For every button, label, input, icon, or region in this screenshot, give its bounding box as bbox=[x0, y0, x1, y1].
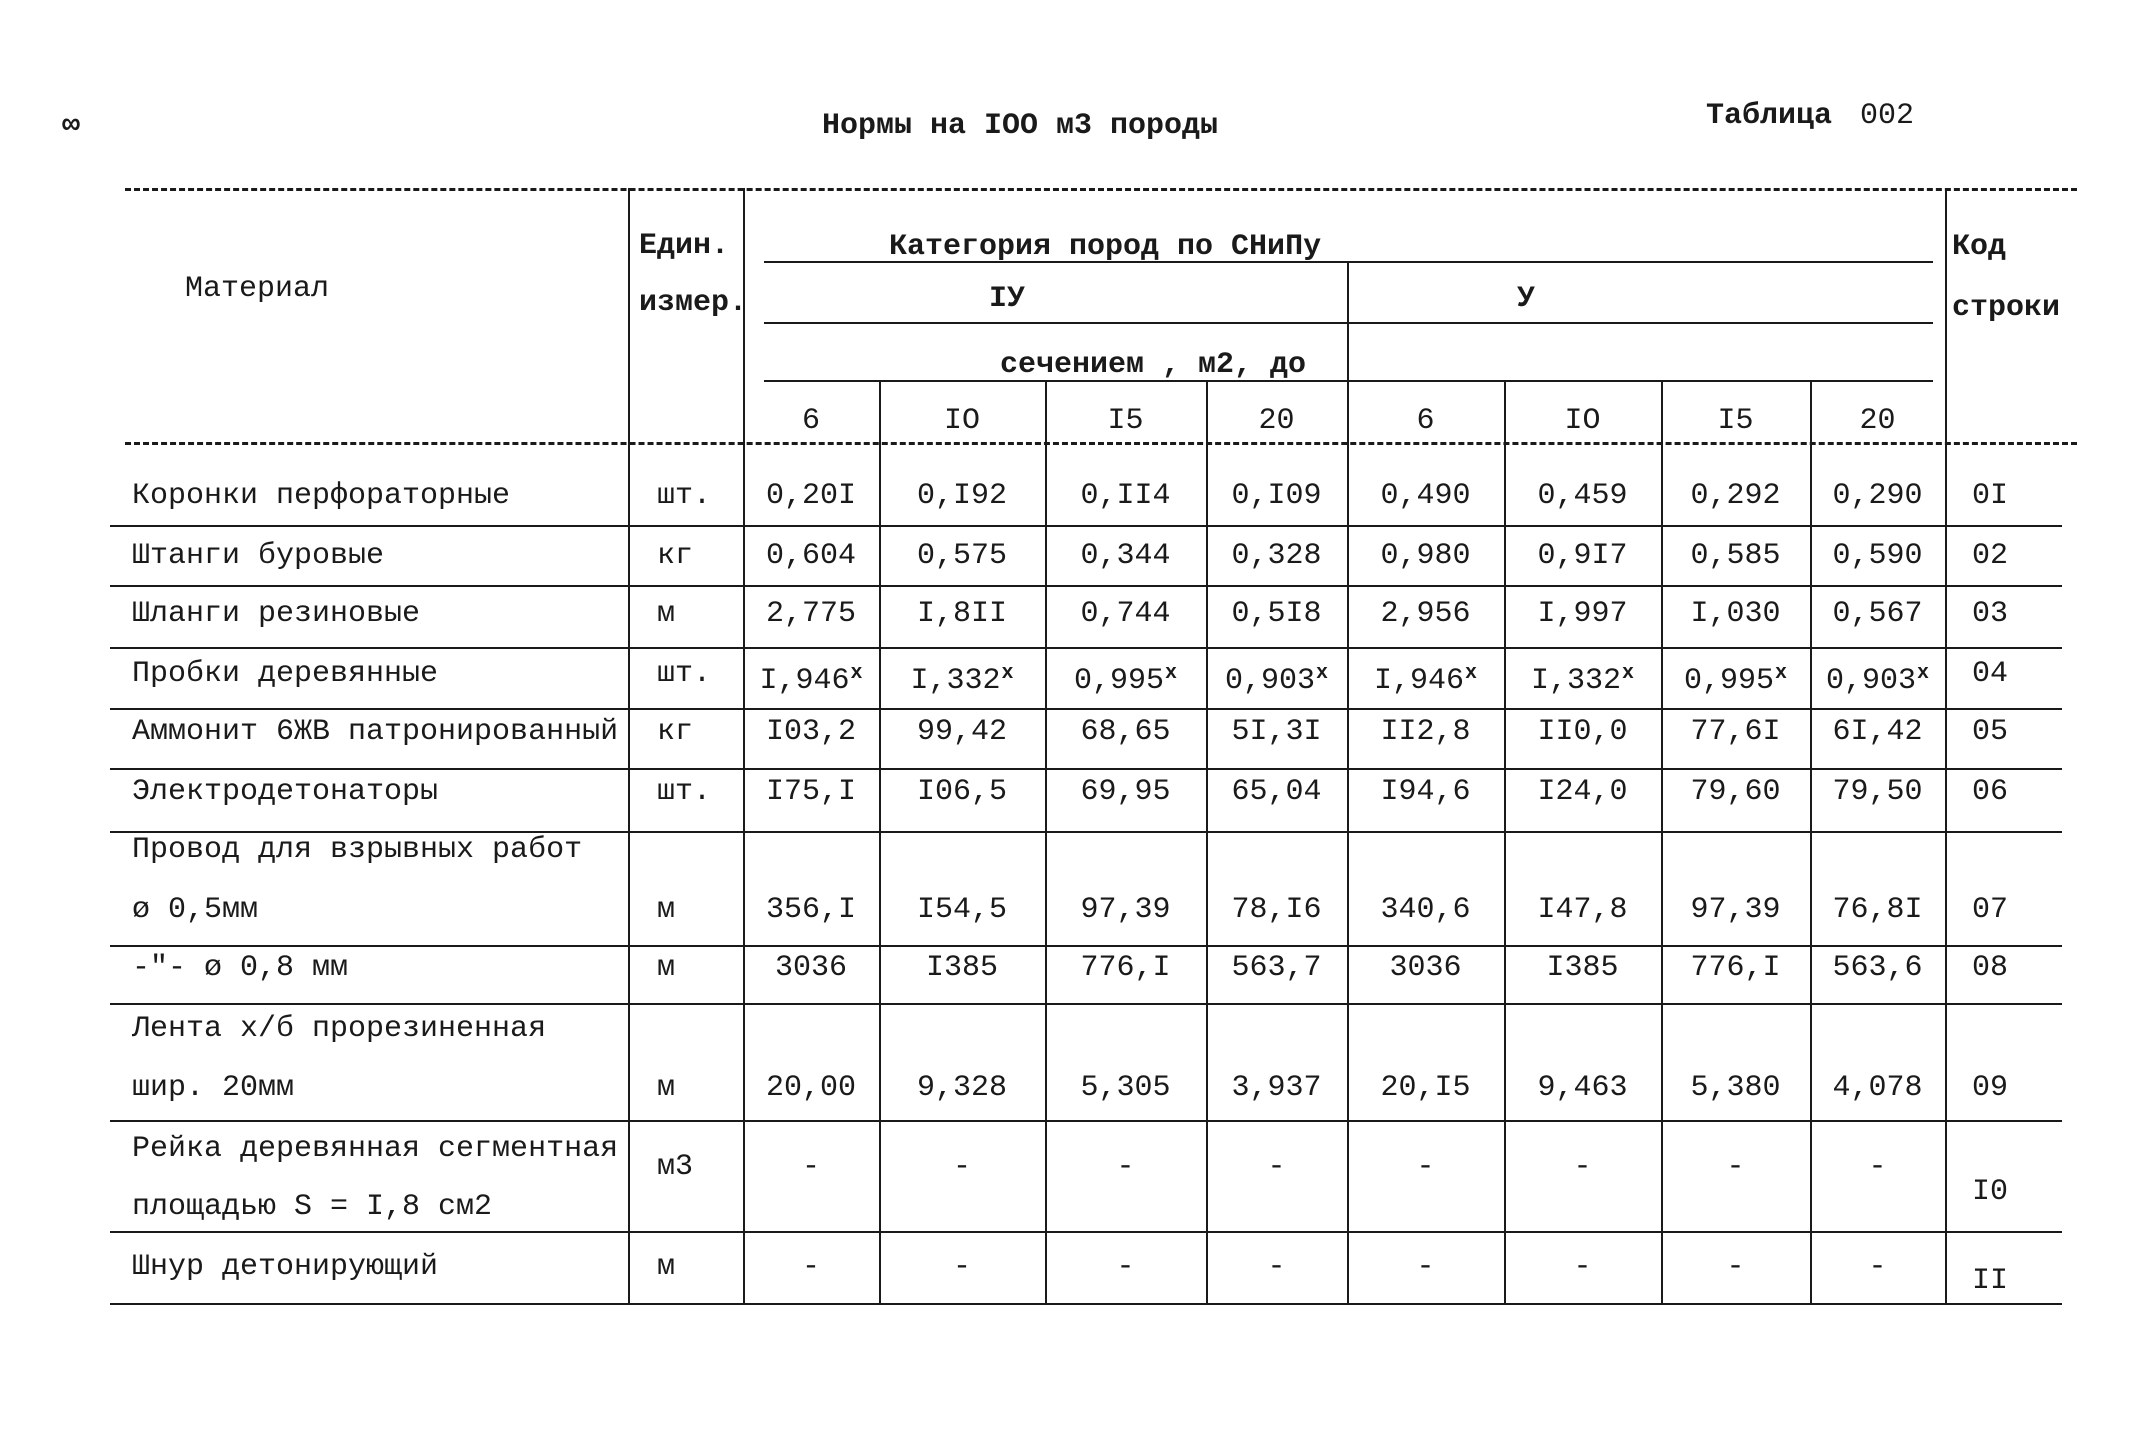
row-value-cell bbox=[1206, 950, 1347, 986]
header-material: Материал bbox=[185, 272, 330, 306]
row-value-cell bbox=[1504, 1149, 1661, 1185]
row-value-cell bbox=[879, 1149, 1045, 1185]
row-value-cell bbox=[1206, 1070, 1347, 1106]
row-value: 78,I6 bbox=[1231, 893, 1322, 927]
footnote-mark: x bbox=[1165, 662, 1178, 685]
row-value-cell bbox=[1810, 478, 1945, 514]
row-value-cell bbox=[1045, 1070, 1206, 1106]
row-material: Штанги буровые bbox=[132, 539, 385, 573]
row-value-cell bbox=[1661, 1249, 1810, 1285]
row-value: 0,585 bbox=[1690, 539, 1781, 573]
row-value-cell bbox=[1810, 714, 1945, 750]
row-value-cell bbox=[743, 1070, 879, 1106]
row-value-cell bbox=[1045, 714, 1206, 750]
row-value: 0,9I7 bbox=[1537, 539, 1628, 573]
row-value-cell bbox=[1810, 1149, 1945, 1185]
row-value-cell bbox=[879, 892, 1045, 928]
row-value: - bbox=[1267, 1150, 1286, 1184]
row-value: I03,2 bbox=[765, 715, 856, 749]
row-value-cell bbox=[1045, 478, 1206, 514]
row-value: - bbox=[801, 1250, 820, 1284]
row-value-cell bbox=[743, 950, 879, 986]
row-value-cell bbox=[1347, 774, 1504, 810]
row-material: Шланги резиновые bbox=[132, 597, 421, 631]
row-material: Лента х/б прорезиненная bbox=[132, 1012, 547, 1046]
header-column-1: IO bbox=[943, 404, 980, 438]
row-value: 0,903 bbox=[1825, 664, 1916, 698]
row-value: - bbox=[1726, 1150, 1745, 1184]
row-value-cell bbox=[1504, 714, 1661, 750]
row-value-cell bbox=[1810, 892, 1945, 928]
row-value: 77,6I bbox=[1690, 715, 1781, 749]
table-number: 002 bbox=[1860, 99, 1915, 133]
row-value-cell bbox=[743, 774, 879, 810]
row-value-cell bbox=[1810, 1249, 1945, 1285]
row-value: 356,I bbox=[765, 893, 856, 927]
footnote-mark: x bbox=[850, 662, 863, 685]
header-bottom-rule bbox=[125, 442, 2077, 445]
row-value: 0,I09 bbox=[1231, 479, 1322, 513]
row-material: Аммонит 6ЖВ патронированный bbox=[132, 715, 619, 749]
row-value-cell bbox=[1504, 656, 1661, 699]
row-rule bbox=[110, 585, 2062, 587]
row-value-cell bbox=[1045, 892, 1206, 928]
row-value-cell bbox=[879, 1070, 1045, 1106]
row-value: I47,8 bbox=[1537, 893, 1628, 927]
row-value-cell bbox=[1206, 596, 1347, 632]
row-rule bbox=[110, 708, 2062, 710]
row-value: 563,6 bbox=[1832, 951, 1923, 985]
row-code: 02 bbox=[1972, 539, 2009, 573]
row-code: 09 bbox=[1972, 1071, 2009, 1105]
row-value-cell bbox=[879, 478, 1045, 514]
row-value: 97,39 bbox=[1690, 893, 1781, 927]
row-value: 563,7 bbox=[1231, 951, 1322, 985]
row-value-cell bbox=[1504, 478, 1661, 514]
row-value: - bbox=[1573, 1250, 1592, 1284]
row-value: 0,20I bbox=[765, 479, 856, 513]
row-value-cell bbox=[1504, 596, 1661, 632]
row-value-cell bbox=[1661, 656, 1810, 699]
row-value: 0,I92 bbox=[916, 479, 1007, 513]
row-value-cell bbox=[1661, 950, 1810, 986]
row-value-cell bbox=[1661, 478, 1810, 514]
row-material: площадью S = I,8 см2 bbox=[132, 1190, 493, 1224]
header-column-6: I5 bbox=[1717, 404, 1754, 438]
row-value-cell bbox=[1810, 1070, 1945, 1106]
row-value-cell bbox=[1206, 656, 1347, 699]
row-code: 03 bbox=[1972, 597, 2009, 631]
row-value-cell bbox=[1661, 1149, 1810, 1185]
row-value: I54,5 bbox=[916, 893, 1007, 927]
header-code-line2: строки bbox=[1952, 291, 2061, 325]
footnote-mark: x bbox=[1775, 662, 1788, 685]
row-value-cell bbox=[1661, 892, 1810, 928]
row-value: 0,575 bbox=[916, 539, 1007, 573]
row-value-cell bbox=[1206, 538, 1347, 574]
row-value: 65,04 bbox=[1231, 775, 1322, 809]
row-code: II bbox=[1972, 1264, 2009, 1298]
row-value-cell bbox=[743, 478, 879, 514]
row-rule bbox=[110, 647, 2062, 649]
row-value-cell bbox=[743, 1149, 879, 1185]
footnote-mark: x bbox=[1001, 662, 1014, 685]
material-column-rule bbox=[628, 188, 630, 1303]
row-unit: шт. bbox=[657, 479, 712, 513]
row-value-cell bbox=[1661, 538, 1810, 574]
row-value-cell bbox=[1045, 950, 1206, 986]
row-value-cell bbox=[1810, 950, 1945, 986]
row-value: - bbox=[1573, 1150, 1592, 1184]
row-value-cell bbox=[879, 596, 1045, 632]
row-value: 3036 bbox=[1389, 951, 1462, 985]
row-value-cell bbox=[1347, 538, 1504, 574]
row-value: 2,775 bbox=[765, 597, 856, 631]
row-value: 2,956 bbox=[1380, 597, 1471, 631]
row-value: 0,5I8 bbox=[1231, 597, 1322, 631]
row-value-cell bbox=[1504, 950, 1661, 986]
row-rule bbox=[110, 1003, 2062, 1005]
row-value: I385 bbox=[925, 951, 998, 985]
row-value-cell bbox=[1347, 656, 1504, 699]
row-value-cell bbox=[1045, 1149, 1206, 1185]
row-value-cell bbox=[1347, 478, 1504, 514]
row-value-cell bbox=[1045, 774, 1206, 810]
row-value: 3,937 bbox=[1231, 1071, 1322, 1105]
page-title: Нормы на IOO м3 породы bbox=[822, 109, 1219, 143]
row-value-cell bbox=[1810, 596, 1945, 632]
header-column-2: I5 bbox=[1107, 404, 1144, 438]
row-value: 0,344 bbox=[1080, 539, 1171, 573]
footnote-mark: x bbox=[1316, 662, 1329, 685]
row-value: 97,39 bbox=[1080, 893, 1171, 927]
row-value-cell bbox=[879, 1249, 1045, 1285]
row-value-cell bbox=[1504, 774, 1661, 810]
row-rule bbox=[110, 1120, 2062, 1122]
row-unit: м3 bbox=[657, 1150, 694, 1184]
row-value: I06,5 bbox=[916, 775, 1007, 809]
header-unit-line1: Един. bbox=[639, 229, 730, 263]
row-material: Шнур детонирующий bbox=[132, 1250, 439, 1284]
row-value-cell bbox=[1347, 596, 1504, 632]
row-value: - bbox=[1868, 1150, 1887, 1184]
row-value: 0,292 bbox=[1690, 479, 1781, 513]
row-value-cell bbox=[1661, 596, 1810, 632]
row-value-cell bbox=[1206, 478, 1347, 514]
footnote-mark: x bbox=[1465, 662, 1478, 685]
row-value-cell bbox=[1045, 596, 1206, 632]
row-unit: м bbox=[657, 1071, 676, 1105]
row-value-cell bbox=[1206, 1149, 1347, 1185]
row-value-cell bbox=[1810, 538, 1945, 574]
row-value: 0,604 bbox=[765, 539, 856, 573]
row-value: 5,380 bbox=[1690, 1071, 1781, 1105]
row-code: 08 bbox=[1972, 951, 2009, 985]
row-value-cell bbox=[1504, 892, 1661, 928]
row-value: - bbox=[952, 1150, 971, 1184]
row-value: - bbox=[952, 1250, 971, 1284]
row-value-cell bbox=[1347, 1070, 1504, 1106]
header-column-0: 6 bbox=[801, 404, 820, 438]
row-value-cell bbox=[879, 714, 1045, 750]
footnote-mark: x bbox=[1917, 662, 1930, 685]
row-value: 79,60 bbox=[1690, 775, 1781, 809]
row-value: 68,65 bbox=[1080, 715, 1171, 749]
row-value-cell bbox=[1206, 892, 1347, 928]
row-code: 0I bbox=[1972, 479, 2009, 513]
row-code: 04 bbox=[1972, 657, 2009, 691]
row-rule bbox=[110, 768, 2062, 770]
row-value: 0,980 bbox=[1380, 539, 1471, 573]
row-value: 76,8I bbox=[1832, 893, 1923, 927]
row-value-cell bbox=[1347, 1249, 1504, 1285]
row-unit: шт. bbox=[657, 775, 712, 809]
row-value: 5I,3I bbox=[1231, 715, 1322, 749]
row-value-cell bbox=[1504, 1070, 1661, 1106]
row-value-cell bbox=[1206, 1249, 1347, 1285]
row-value-cell bbox=[1810, 774, 1945, 810]
row-value: 0,490 bbox=[1380, 479, 1471, 513]
header-group-v: У bbox=[1517, 282, 1536, 316]
row-value: I24,0 bbox=[1537, 775, 1628, 809]
row-value: - bbox=[1116, 1250, 1135, 1284]
header-column-5: IO bbox=[1564, 404, 1601, 438]
row-value-cell bbox=[1045, 538, 1206, 574]
row-value-cell bbox=[1810, 656, 1945, 699]
row-value: - bbox=[1726, 1250, 1745, 1284]
row-value: I,8II bbox=[916, 597, 1007, 631]
row-rule bbox=[110, 1303, 2062, 1305]
row-value: 0,II4 bbox=[1080, 479, 1171, 513]
row-material: ø 0,5мм bbox=[132, 893, 259, 927]
row-material: Электродетонаторы bbox=[132, 775, 439, 809]
header-group-iv: IУ bbox=[989, 282, 1026, 316]
footnote-mark: x bbox=[1622, 662, 1635, 685]
row-value: 776,I bbox=[1690, 951, 1781, 985]
row-value: I,946 bbox=[759, 664, 850, 698]
row-value-cell bbox=[1661, 1070, 1810, 1106]
row-value-cell bbox=[1347, 1149, 1504, 1185]
row-value-cell bbox=[1045, 656, 1206, 699]
row-unit: м bbox=[657, 597, 676, 631]
row-value-cell bbox=[743, 538, 879, 574]
row-value: 3036 bbox=[774, 951, 847, 985]
row-code: 06 bbox=[1972, 775, 2009, 809]
row-rule bbox=[110, 525, 2062, 527]
header-category: Категория пород по СНиПу bbox=[889, 230, 1322, 264]
row-material: -"- ø 0,8 мм bbox=[132, 951, 349, 985]
row-code: 07 bbox=[1972, 893, 2009, 927]
row-rule bbox=[110, 1231, 2062, 1233]
row-value: - bbox=[1416, 1250, 1435, 1284]
row-value: 9,463 bbox=[1537, 1071, 1628, 1105]
row-value: 79,50 bbox=[1832, 775, 1923, 809]
row-value: 20,00 bbox=[765, 1071, 856, 1105]
code-column-rule bbox=[1945, 188, 1947, 1303]
row-value: 9,328 bbox=[916, 1071, 1007, 1105]
row-value-cell bbox=[1661, 774, 1810, 810]
row-value-cell bbox=[879, 656, 1045, 699]
header-top-rule bbox=[125, 188, 2077, 191]
row-value-cell bbox=[1347, 950, 1504, 986]
row-value: 0,328 bbox=[1231, 539, 1322, 573]
header-column-7: 20 bbox=[1859, 404, 1896, 438]
row-value: I,030 bbox=[1690, 597, 1781, 631]
row-value: - bbox=[1868, 1250, 1887, 1284]
row-unit: м bbox=[657, 1250, 676, 1284]
row-value: - bbox=[1116, 1150, 1135, 1184]
row-value-cell bbox=[743, 714, 879, 750]
row-value: 4,078 bbox=[1832, 1071, 1923, 1105]
row-value-cell bbox=[879, 538, 1045, 574]
header-column-3: 20 bbox=[1258, 404, 1295, 438]
page-number: ∞ bbox=[62, 109, 81, 143]
row-value-cell bbox=[879, 774, 1045, 810]
row-value: I94,6 bbox=[1380, 775, 1471, 809]
row-value: 340,6 bbox=[1380, 893, 1471, 927]
header-section: сечением , м2, до bbox=[1000, 348, 1307, 382]
row-value: 0,995 bbox=[1683, 664, 1774, 698]
row-value: I75,I bbox=[765, 775, 856, 809]
row-value-cell bbox=[1206, 774, 1347, 810]
row-value: - bbox=[801, 1150, 820, 1184]
row-material: Рейка деревянная сегментная bbox=[132, 1132, 619, 1166]
row-value-cell bbox=[743, 1249, 879, 1285]
row-code: I0 bbox=[1972, 1175, 2009, 1209]
row-value: I,997 bbox=[1537, 597, 1628, 631]
row-value: 6I,42 bbox=[1832, 715, 1923, 749]
row-value: 69,95 bbox=[1080, 775, 1171, 809]
row-value: - bbox=[1267, 1250, 1286, 1284]
row-value-cell bbox=[879, 950, 1045, 986]
header-code-line1: Код bbox=[1952, 230, 2007, 264]
row-rule bbox=[110, 945, 2062, 947]
row-value-cell bbox=[1347, 892, 1504, 928]
row-value: I,946 bbox=[1373, 664, 1464, 698]
row-value: 0,290 bbox=[1832, 479, 1923, 513]
header-unit-line2: измер. bbox=[639, 286, 748, 320]
row-unit: м bbox=[657, 893, 676, 927]
row-value-cell bbox=[1045, 1249, 1206, 1285]
row-value: 776,I bbox=[1080, 951, 1171, 985]
table-label: Таблица bbox=[1706, 99, 1833, 133]
row-value-cell bbox=[1206, 714, 1347, 750]
row-value: 0,459 bbox=[1537, 479, 1628, 513]
row-unit: шт. bbox=[657, 657, 712, 691]
row-unit: кг bbox=[657, 539, 694, 573]
row-value: 0,995 bbox=[1073, 664, 1164, 698]
row-value: 0,744 bbox=[1080, 597, 1171, 631]
row-value: I,332 bbox=[1530, 664, 1621, 698]
row-unit: кг bbox=[657, 715, 694, 749]
row-value: - bbox=[1416, 1150, 1435, 1184]
row-value: I,332 bbox=[910, 664, 1001, 698]
row-value-cell bbox=[743, 596, 879, 632]
row-material: Коронки перфораторные bbox=[132, 479, 511, 513]
row-value: I385 bbox=[1546, 951, 1619, 985]
row-value: 5,305 bbox=[1080, 1071, 1171, 1105]
header-column-4: 6 bbox=[1416, 404, 1435, 438]
row-value-cell bbox=[1504, 1249, 1661, 1285]
row-value-cell bbox=[743, 656, 879, 699]
row-material: Провод для взрывных работ bbox=[132, 833, 583, 867]
row-value-cell bbox=[743, 892, 879, 928]
row-value: II0,0 bbox=[1537, 715, 1628, 749]
row-material: шир. 20мм bbox=[132, 1071, 295, 1105]
row-value: 0,903 bbox=[1224, 664, 1315, 698]
row-value: 20,I5 bbox=[1380, 1071, 1471, 1105]
row-value-cell bbox=[1347, 714, 1504, 750]
row-value-cell bbox=[1661, 714, 1810, 750]
row-unit: м bbox=[657, 951, 676, 985]
row-value: II2,8 bbox=[1380, 715, 1471, 749]
row-value: 99,42 bbox=[916, 715, 1007, 749]
row-code: 05 bbox=[1972, 715, 2009, 749]
row-value: 0,590 bbox=[1832, 539, 1923, 573]
row-value-cell bbox=[1504, 538, 1661, 574]
row-value: 0,567 bbox=[1832, 597, 1923, 631]
row-material: Пробки деревянные bbox=[132, 657, 439, 691]
